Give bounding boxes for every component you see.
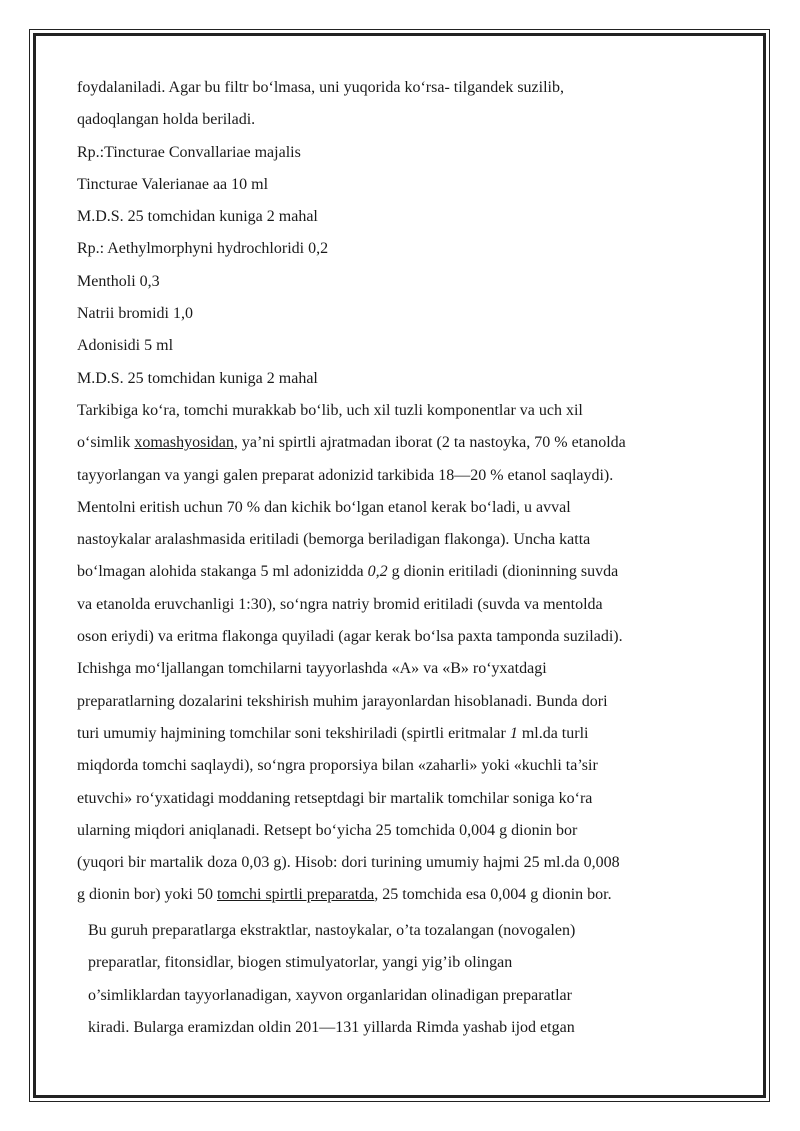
- text-line: [77, 556, 737, 588]
- text-span: ml.da turli: [517, 724, 589, 742]
- text-line: Bu guruh preparatlarga ekstraktlar, nastoykalar, o’ta tozalangan (novogalen): [88, 922, 576, 939]
- text-line: Mentolni eritish uchun 70 % dan kichik bo‘lgan etanol kerak bo‘ladi, u avval: [77, 498, 571, 516]
- text-span: , ya’ni spirtli ajratmadan iborat (2 ta nastoyka, 70 % etanolda: [233, 434, 626, 452]
- text-line: [77, 718, 737, 750]
- text-span: , 25 tomchida esa 0,004 g dionin bor.: [374, 886, 612, 904]
- text-span: turi umumiy hajmining tomchilar soni tekshiriladi (spirtli eritmalar: [77, 724, 510, 742]
- prescription-line: Tincturae Valerianae aa 10 ml: [77, 175, 269, 193]
- text-line: miqdorda tomchi saqlaydi), so‘ngra proporsiya bilan «zaharli» yoki «kuchli ta’sir: [77, 757, 598, 775]
- underlined-text: tomchi spirtli preparatda: [217, 886, 375, 904]
- text-line: Tarkibiga ko‘ra, tomchi murakkab bo‘lib, uch xil tuzli komponentlar va uch xil: [77, 401, 583, 419]
- text-line: o’simliklardan tayyorlanadigan, xayvon organlaridan olinadigan preparatlar: [88, 986, 572, 1004]
- text-line: oson eriydi) va eritma flakonga quyiladi (agar kerak bo‘lsa paxta tamponda suziladi).: [77, 628, 623, 646]
- prescription-line: Adonisidi 5 ml: [77, 337, 174, 355]
- text-line: va etanolda eruvchanligi 1:30), so‘ngra natriy bromid eritiladi (suvda va mentolda: [77, 595, 603, 613]
- text-line: kiradi. Bularga eramizdan oldin 201—131 yillarda Rimda yashab ijod etgan: [88, 1018, 575, 1036]
- prescription-line: Rp.:Tincturae Convallariae majalis: [77, 143, 301, 161]
- underlined-text: xomashyosidan: [134, 434, 234, 452]
- text-line: preparatlarning dozalarini tekshirish muhim jarayonlardan hisoblanadi. Bunda dori: [77, 692, 608, 710]
- text-line: nastoykalar aralashmasida eritiladi (bemorga beriladigan flakonga). Uncha katta: [77, 531, 591, 549]
- text-line: foydalaniladi. Agar bu filtr bo‘lmasa, uni yuqorida ko‘rsa- tilgandek suzilib,: [77, 79, 564, 96]
- prescription-line: Mentholi 0,3: [77, 272, 160, 290]
- text-line: [77, 879, 737, 911]
- text-line: qadoqlangan holda beriladi.: [77, 111, 256, 129]
- text-line: ularning miqdori aniqlanadi. Retsept bo‘yicha 25 tomchida 0,004 g dionin bor: [77, 821, 578, 839]
- text-line: preparatlar, fitonsidlar, biogen stimulyatorlar, yangi yig’ib olingan: [88, 954, 513, 972]
- text-span: g dionin bor) yoki 50: [77, 886, 217, 904]
- italic-text: 1: [509, 724, 518, 742]
- text-line: etuvchi» ro‘yxatidagi moddaning retseptdagi bir martalik tomchilar soniga ko‘ra: [77, 789, 593, 807]
- text-span: g dionin eritiladi (dioninning suvda: [387, 563, 619, 581]
- text-span: bo‘lmagan alohida stakanga 5 ml adonizidda: [77, 563, 368, 581]
- indented-paragraph: [88, 915, 728, 1044]
- text-span: o‘simlik: [77, 434, 135, 452]
- text-line: tayyorlangan va yangi galen preparat adonizid tarkibida 18—20 % etanol saqlaydi).: [77, 466, 614, 484]
- text-line: (yuqori bir martalik doza 0,03 g). Hisob: dori turining umumiy hajmi 25 ml.da 0,008: [77, 854, 620, 872]
- prescription-line: Natrii bromidi 1,0: [77, 305, 193, 323]
- text-line: Ichishga mo‘ljallangan tomchilarni tayyorlashda «A» va «B» ro‘yxatdagi: [77, 660, 547, 678]
- prescription-line: M.D.S. 25 tomchidan kuniga 2 mahal: [77, 369, 318, 387]
- text-line: [77, 427, 737, 459]
- italic-text: 0,2: [367, 563, 388, 581]
- prescription-line: M.D.S. 25 tomchidan kuniga 2 mahal: [77, 208, 318, 226]
- prescription-line: Rp.: Aethylmorphyni hydrochloridi 0,2: [77, 240, 329, 258]
- document-body: [77, 72, 737, 912]
